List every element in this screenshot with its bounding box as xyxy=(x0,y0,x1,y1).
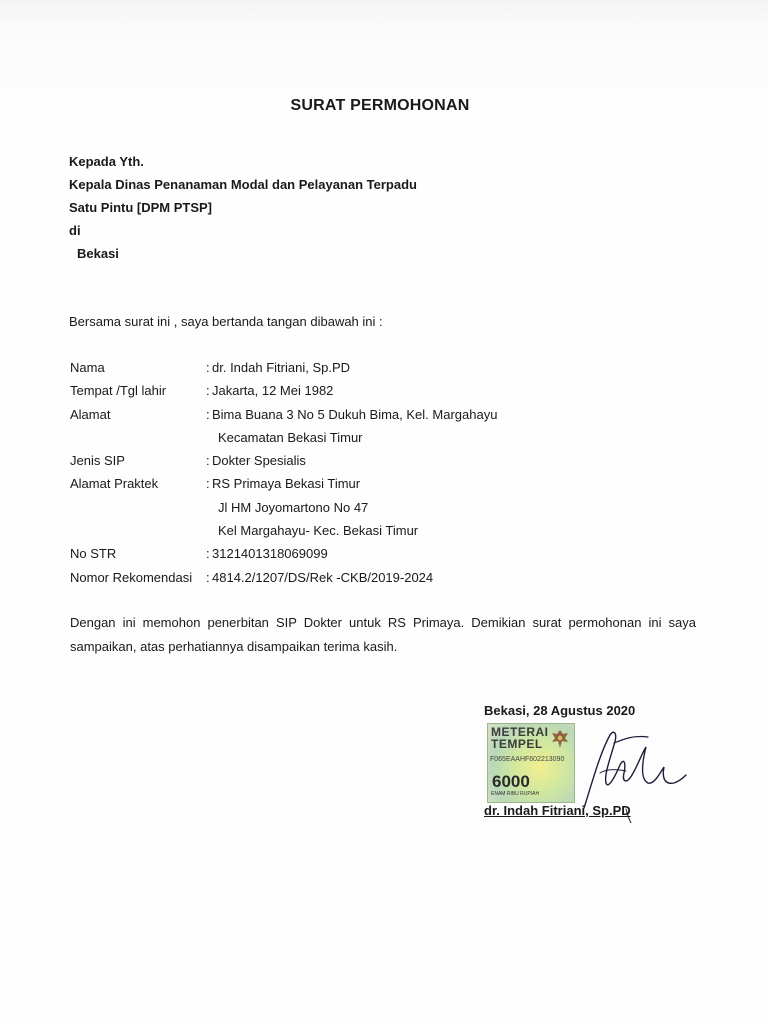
detail-row-alamat-praktek-cont2 xyxy=(70,519,497,542)
stamp-label-line1: METERAI xyxy=(491,725,549,739)
detail-row-nama xyxy=(70,356,497,379)
addressee-city: Bekasi xyxy=(77,246,119,261)
detail-separator: : xyxy=(206,406,210,422)
detail-label: Nama xyxy=(70,360,105,375)
stamp-serial: F065EAAHF602213090 xyxy=(490,756,565,763)
detail-separator: : xyxy=(206,476,210,492)
detail-row-alamat-cont xyxy=(70,426,497,449)
applicant-details xyxy=(70,356,497,589)
addressee-block xyxy=(69,150,417,265)
detail-separator: : xyxy=(206,569,210,585)
detail-separator: : xyxy=(206,360,210,375)
detail-value: 3121401318069099 xyxy=(212,546,328,562)
detail-row-no-str xyxy=(70,542,497,565)
detail-row-rekomendasi xyxy=(70,566,497,589)
detail-separator: : xyxy=(206,546,210,562)
detail-value: Bima Buana 3 No 5 Dukuh Bima, Kel. Margahayu xyxy=(212,406,498,422)
detail-separator: : xyxy=(206,453,210,469)
detail-label: Jenis SIP xyxy=(70,453,125,469)
addressee-office-cont: Satu Pintu [DPM PTSP] xyxy=(69,200,212,215)
detail-label: Tempat /Tgl lahir xyxy=(70,383,167,399)
detail-row-alamat-praktek-cont xyxy=(70,496,497,519)
detail-row-ttl xyxy=(70,379,497,402)
addressee-office: Kepala Dinas Penanaman Modal dan Pelayanan Terpadu xyxy=(69,177,417,192)
detail-separator: : xyxy=(206,383,210,399)
detail-row-jenis-sip xyxy=(70,449,497,472)
intro-text: Bersama surat ini , saya bertanda tangan dibawah ini : xyxy=(69,314,383,329)
signature-block xyxy=(484,703,694,823)
stamp-subtext: ENAM RIBU RUPIAH xyxy=(491,791,540,797)
signature-place-date: Bekasi, 28 Agustus 2020 xyxy=(484,703,636,718)
detail-value: Jl HM Joyomartono No 47 xyxy=(218,499,369,515)
detail-label: Alamat Praktek xyxy=(70,476,159,492)
detail-value: Dokter Spesialis xyxy=(212,453,306,469)
detail-value: Kecamatan Bekasi Timur xyxy=(218,429,363,445)
detail-value: RS Primaya Bekasi Timur xyxy=(212,476,361,492)
detail-value: dr. Indah Fitriani, Sp.PD xyxy=(212,360,351,375)
detail-label: Nomor Rekomendasi xyxy=(70,569,193,585)
addressee-di: di xyxy=(69,223,81,238)
detail-row-alamat xyxy=(70,403,497,426)
detail-value: 4814.2/1207/DS/Rek -CKB/2019-2024 xyxy=(212,569,434,585)
detail-label: No STR xyxy=(70,546,117,562)
stamp-value: 6000 xyxy=(492,772,530,791)
detail-value: Kel Margahayu- Kec. Bekasi Timur xyxy=(218,523,419,539)
detail-label: Alamat xyxy=(70,406,111,422)
addressee-greeting: Kepada Yth. xyxy=(69,154,144,169)
signatory-name: dr. Indah Fitriani, Sp.PD xyxy=(484,803,631,818)
letter-title: SURAT PERMOHONAN xyxy=(290,97,470,114)
stamp-label-line2: TEMPEL xyxy=(491,737,543,751)
closing-paragraph: Dengan ini memohon penerbitan SIP Dokter untuk RS Primaya. Demikian surat permohonan ini saya sampaikan, atas perhatiannya disampaikan terima kasih. xyxy=(70,615,696,654)
detail-row-alamat-praktek xyxy=(70,472,497,495)
detail-value: Jakarta, 12 Mei 1982 xyxy=(212,383,334,399)
